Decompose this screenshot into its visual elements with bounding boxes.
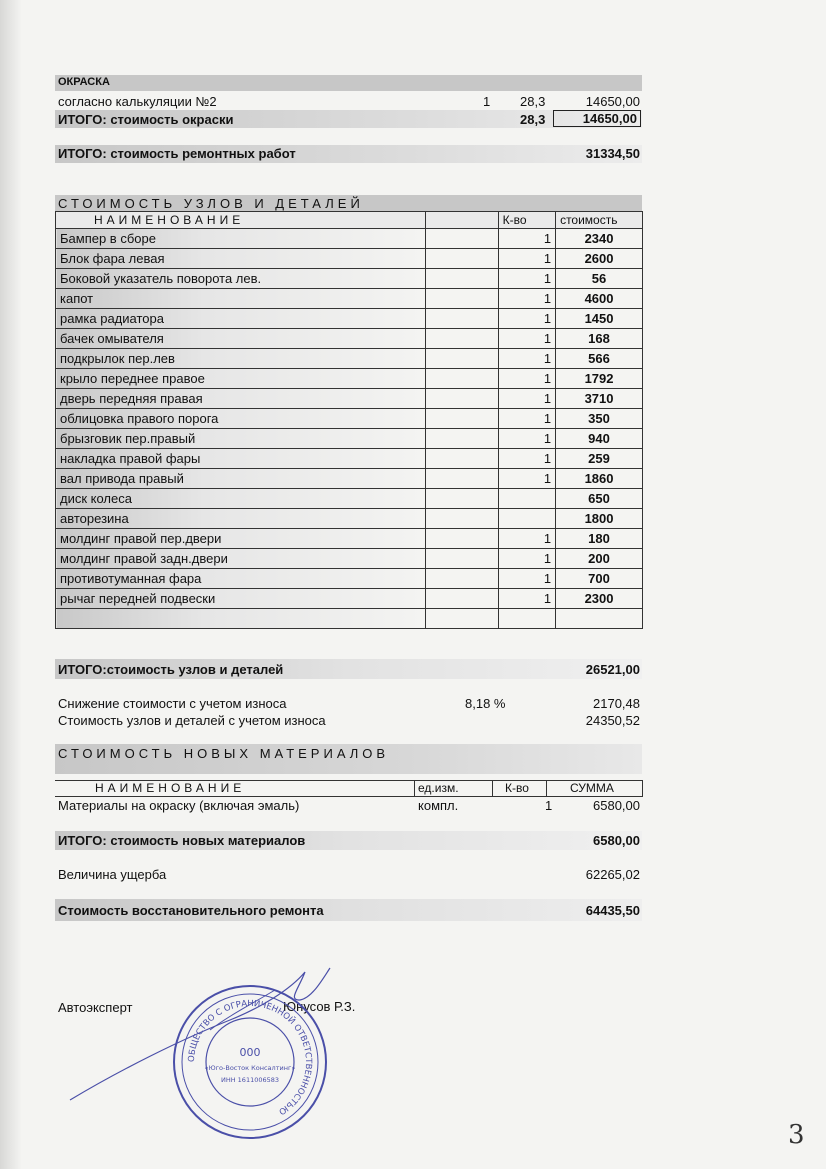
painting-header: ОКРАСКА bbox=[58, 76, 110, 88]
part-name: рычаг передней подвески bbox=[56, 589, 426, 609]
parts-table-row bbox=[56, 269, 643, 289]
part-blank-cell bbox=[426, 489, 499, 509]
part-cost: 1800 bbox=[556, 509, 643, 529]
restoration-value: 64435,50 bbox=[585, 903, 640, 918]
seal-org-text: ОБЩЕСТВО С ОГРАНИЧЕННОЙ ОТВЕТСТВЕННОСТЬЮ bbox=[186, 998, 314, 1117]
materials-total-value: 6580,00 bbox=[593, 833, 640, 848]
parts-table-row bbox=[56, 449, 643, 469]
part-qty: 1 bbox=[498, 589, 555, 609]
restoration-label: Стоимость восстановительного ремонта bbox=[58, 903, 324, 918]
painting-calc-qty: 1 bbox=[483, 94, 491, 109]
repair-total-label: ИТОГО: стоимость ремонтных работ bbox=[58, 146, 296, 161]
page-number: 3 bbox=[788, 1120, 805, 1150]
part-blank-cell bbox=[426, 429, 499, 449]
painting-total-hours: 28,3 bbox=[520, 112, 546, 127]
part-cost: 4600 bbox=[556, 289, 643, 309]
part-cost: 1860 bbox=[556, 469, 643, 489]
materials-col-sep-2 bbox=[492, 780, 493, 796]
part-name: противотуманная фара bbox=[56, 569, 426, 589]
part-blank-cell bbox=[426, 309, 499, 329]
part-blank-cell bbox=[426, 409, 499, 429]
part-cost: 200 bbox=[556, 549, 643, 569]
materials-row-sum: 6580,00 bbox=[593, 798, 640, 813]
part-cost: 650 bbox=[556, 489, 643, 509]
part-cost: 350 bbox=[556, 409, 643, 429]
parts-table-row bbox=[56, 389, 643, 409]
part-qty: 1 bbox=[498, 549, 555, 569]
materials-row-name: Материалы на окраску (включая эмаль) bbox=[58, 798, 300, 813]
part-cost bbox=[556, 609, 643, 629]
part-blank-cell bbox=[426, 369, 499, 389]
damage-value: 62265,02 bbox=[585, 867, 640, 882]
parts-table-row bbox=[56, 329, 643, 349]
part-cost: 566 bbox=[556, 349, 643, 369]
painting-total-label: ИТОГО: стоимость окраски bbox=[58, 112, 234, 127]
signoff-role: Автоэксперт bbox=[58, 1000, 133, 1015]
part-qty bbox=[498, 509, 555, 529]
part-name: бачек омывателя bbox=[56, 329, 426, 349]
painting-band bbox=[55, 75, 642, 91]
damage-label: Величина ущерба bbox=[58, 867, 167, 882]
part-blank-cell bbox=[426, 549, 499, 569]
part-name: подкрылок пер.лев bbox=[56, 349, 426, 369]
part-qty: 1 bbox=[498, 369, 555, 389]
part-cost: 56 bbox=[556, 269, 643, 289]
part-blank-cell bbox=[426, 449, 499, 469]
parts-header: СТОИМОСТЬ УЗЛОВ И ДЕТАЛЕЙ bbox=[58, 196, 364, 211]
parts-table-row bbox=[56, 369, 643, 389]
part-blank-cell bbox=[426, 609, 499, 629]
part-blank-cell bbox=[426, 249, 499, 269]
wear-value: 2170,48 bbox=[593, 696, 640, 711]
painting-calc-label: согласно калькуляции №2 bbox=[58, 94, 217, 109]
part-name: молдинг правой задн.двери bbox=[56, 549, 426, 569]
part-cost: 700 bbox=[556, 569, 643, 589]
part-cost: 2600 bbox=[556, 249, 643, 269]
part-name bbox=[56, 609, 426, 629]
part-qty: 1 bbox=[498, 349, 555, 369]
col-name-header: НАИМЕНОВАНИЕ bbox=[56, 212, 426, 229]
part-cost: 1792 bbox=[556, 369, 643, 389]
part-blank-cell bbox=[426, 589, 499, 609]
materials-col-sep-3 bbox=[546, 780, 547, 796]
repair-total-value: 31334,50 bbox=[585, 146, 640, 161]
part-qty bbox=[498, 489, 555, 509]
parts-total-label: ИТОГО:стоимость узлов и деталей bbox=[58, 662, 284, 677]
materials-col-sum: СУММА bbox=[570, 781, 614, 795]
materials-header: СТОИМОСТЬ НОВЫХ МАТЕРИАЛОВ bbox=[58, 746, 390, 761]
part-name: крыло переднее правое bbox=[56, 369, 426, 389]
part-qty bbox=[498, 609, 555, 629]
company-seal bbox=[170, 982, 330, 1142]
parts-table-row bbox=[56, 429, 643, 449]
painting-total-sum: 14650,00 bbox=[553, 110, 641, 127]
part-cost: 940 bbox=[556, 429, 643, 449]
part-cost: 3710 bbox=[556, 389, 643, 409]
part-qty: 1 bbox=[498, 469, 555, 489]
painting-calc-sum: 14650,00 bbox=[585, 94, 640, 109]
part-blank-cell bbox=[426, 349, 499, 369]
parts-table-row bbox=[56, 289, 643, 309]
part-qty: 1 bbox=[498, 449, 555, 469]
parts-table-row bbox=[56, 249, 643, 269]
part-blank-cell bbox=[426, 509, 499, 529]
part-qty: 1 bbox=[498, 289, 555, 309]
part-blank-cell bbox=[426, 569, 499, 589]
part-qty: 1 bbox=[498, 309, 555, 329]
part-name: диск колеса bbox=[56, 489, 426, 509]
part-name: Бампер в сборе bbox=[56, 229, 426, 249]
part-blank-cell bbox=[426, 229, 499, 249]
col-qty-header: К-во bbox=[498, 212, 555, 229]
part-name: вал привода правый bbox=[56, 469, 426, 489]
part-cost: 2340 bbox=[556, 229, 643, 249]
with-wear-value: 24350,52 bbox=[585, 713, 640, 728]
part-cost: 1450 bbox=[556, 309, 643, 329]
part-name: облицовка правого порога bbox=[56, 409, 426, 429]
part-name: брызговик пер.правый bbox=[56, 429, 426, 449]
materials-total-label: ИТОГО: стоимость новых материалов bbox=[58, 833, 306, 848]
part-name: Боковой указатель поворота лев. bbox=[56, 269, 426, 289]
materials-col-sep-4 bbox=[642, 780, 643, 796]
part-name: молдинг правой пер.двери bbox=[56, 529, 426, 549]
parts-table-row bbox=[56, 569, 643, 589]
parts-table bbox=[55, 211, 643, 629]
page-edge-shadow bbox=[0, 0, 22, 1169]
part-qty: 1 bbox=[498, 529, 555, 549]
parts-table-header bbox=[56, 212, 643, 229]
signoff-name: Юнусов Р.З. bbox=[283, 999, 356, 1014]
part-cost: 2300 bbox=[556, 589, 643, 609]
seal-center: 000 bbox=[239, 1046, 261, 1059]
parts-table-row bbox=[56, 589, 643, 609]
materials-col-sep-1 bbox=[414, 780, 415, 796]
part-blank-cell bbox=[426, 529, 499, 549]
part-name: капот bbox=[56, 289, 426, 309]
part-qty: 1 bbox=[498, 409, 555, 429]
col-blank-header bbox=[426, 212, 499, 229]
part-blank-cell bbox=[426, 289, 499, 309]
seal-name: «Юго-Восток Консалтинг» bbox=[204, 1064, 296, 1072]
part-name: авторезина bbox=[56, 509, 426, 529]
part-qty: 1 bbox=[498, 249, 555, 269]
materials-col-name: НАИМЕНОВАНИЕ bbox=[95, 781, 246, 795]
part-cost: 180 bbox=[556, 529, 643, 549]
parts-table-row bbox=[56, 549, 643, 569]
materials-row-unit: компл. bbox=[418, 798, 459, 813]
seal-inn: ИНН 1611006583 bbox=[220, 1076, 280, 1084]
parts-table-row bbox=[56, 529, 643, 549]
part-name: накладка правой фары bbox=[56, 449, 426, 469]
part-qty: 1 bbox=[498, 229, 555, 249]
part-cost: 168 bbox=[556, 329, 643, 349]
parts-table-row bbox=[56, 229, 643, 249]
parts-table-row bbox=[56, 409, 643, 429]
parts-table-row bbox=[56, 509, 643, 529]
wear-label: Снижение стоимости с учетом износа bbox=[58, 696, 287, 711]
parts-table-row bbox=[56, 609, 643, 629]
part-blank-cell bbox=[426, 329, 499, 349]
materials-rule-bottom bbox=[55, 796, 643, 797]
materials-row-qty: 1 bbox=[545, 798, 553, 813]
materials-col-qty: К-во bbox=[505, 781, 529, 795]
parts-table-row bbox=[56, 469, 643, 489]
parts-total-value: 26521,00 bbox=[585, 662, 640, 677]
part-blank-cell bbox=[426, 389, 499, 409]
part-qty: 1 bbox=[498, 569, 555, 589]
wear-percent: 8,18 % bbox=[465, 696, 506, 711]
with-wear-label: Стоимость узлов и деталей с учетом износа bbox=[58, 713, 326, 728]
part-name: рамка радиатора bbox=[56, 309, 426, 329]
col-cost-header: стоимость bbox=[556, 212, 643, 229]
part-qty: 1 bbox=[498, 269, 555, 289]
part-blank-cell bbox=[426, 269, 499, 289]
parts-table-row bbox=[56, 309, 643, 329]
part-qty: 1 bbox=[498, 429, 555, 449]
part-qty: 1 bbox=[498, 389, 555, 409]
painting-calc-hours: 28,3 bbox=[520, 94, 546, 109]
part-blank-cell bbox=[426, 469, 499, 489]
part-name: дверь передняя правая bbox=[56, 389, 426, 409]
part-name: Блок фара левая bbox=[56, 249, 426, 269]
parts-table-row bbox=[56, 489, 643, 509]
part-cost: 259 bbox=[556, 449, 643, 469]
materials-col-unit: ед.изм. bbox=[418, 781, 459, 795]
parts-table-row bbox=[56, 349, 643, 369]
part-qty: 1 bbox=[498, 329, 555, 349]
